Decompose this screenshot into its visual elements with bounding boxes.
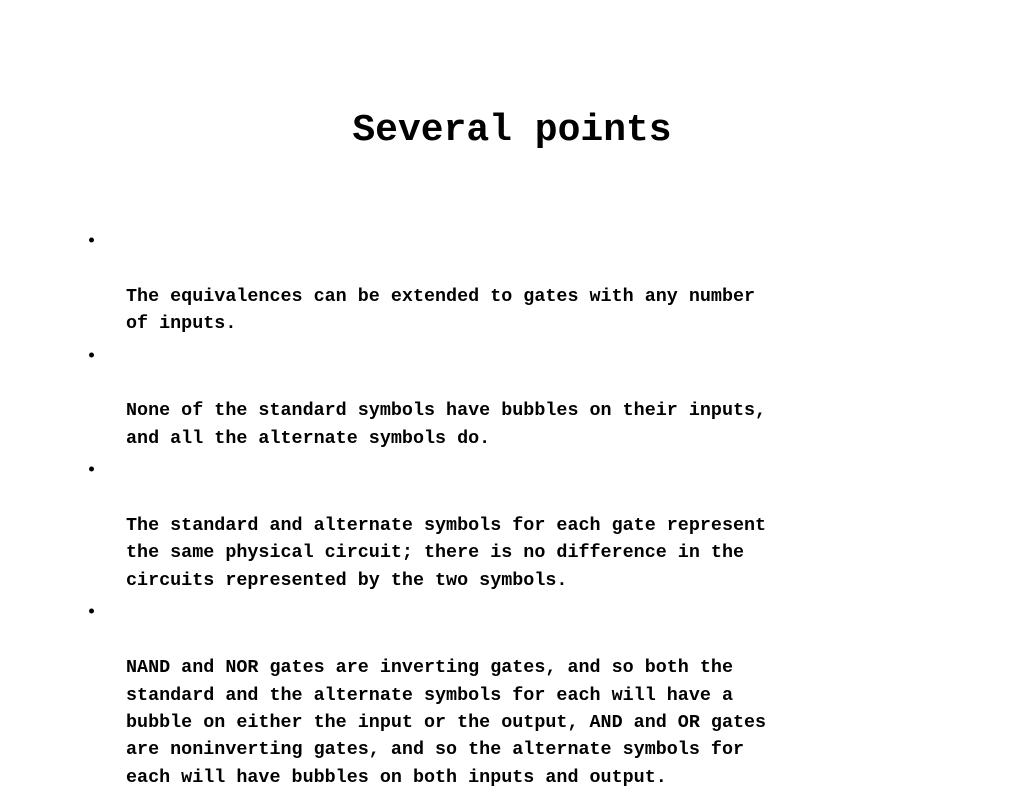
bullet-list bbox=[86, 228, 936, 796]
bullet-item bbox=[86, 599, 936, 791]
slide-title: Several points bbox=[352, 109, 672, 152]
bullet-text: NAND and NOR gates are inverting gates, and so both the standard and the alternate symbols for each will have a bubble on either the input or the output, AND and OR gates are noninverting gates, and so the alternate symbols for each will have bubbles on both inputs and output. bbox=[126, 657, 767, 788]
bullet-text: None of the standard symbols have bubbles on their inputs, and all the alternate symbols do. bbox=[126, 400, 767, 449]
bullet-item bbox=[86, 343, 936, 453]
bullet-text: The standard and alternate symbols for each gate represent the same physical circuit; there is no difference in the circuits represented by the two symbols. bbox=[126, 515, 767, 591]
bullet-dot-icon: • bbox=[86, 602, 98, 624]
bullet-item bbox=[86, 228, 936, 338]
bullet-text: The equivalences can be extended to gates with any number of inputs. bbox=[126, 285, 756, 335]
bullet-item bbox=[86, 457, 936, 594]
bullet-dot-icon: • bbox=[86, 345, 98, 367]
bullet-dot-icon: • bbox=[86, 460, 98, 482]
bullet-dot-icon: • bbox=[86, 231, 98, 252]
